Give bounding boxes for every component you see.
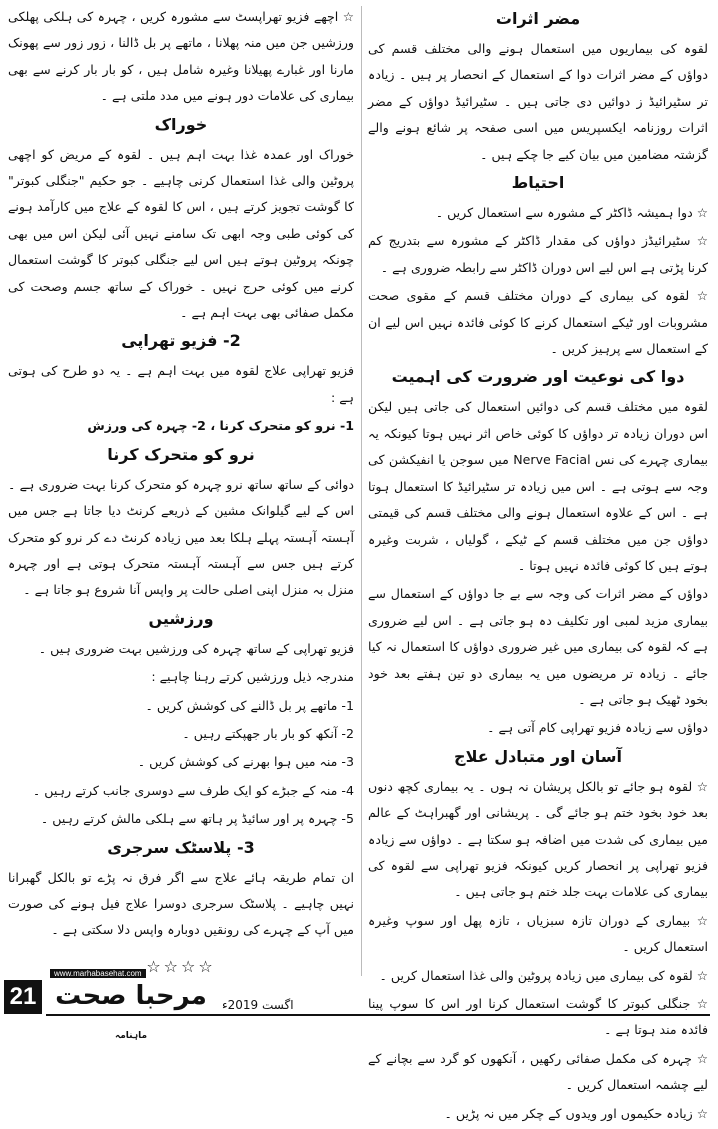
intro-item: ☆ اچھے فزیو تھراپسٹ سے مشورہ کریں ، چہرہ کی ہلکی پھلکی ورزشیں جن میں منہ پھلانا ، ماتھے پر بل ڈالنا ، زور زور سے پھونک مارنا اور غبارے پھیلانا وغیرہ شامل ہیں ، کو بار بار کرنے سے بھی بیماری کی علامات دور ہونے میں مدد ملتی ہے ۔ xyxy=(8,9,354,104)
exercise-item: 4- منہ کے جبڑے کو ایک طرف سے دوسری جانب کرتے رہیں ۔ xyxy=(32,782,354,798)
diet-heading: خوراک xyxy=(154,114,208,134)
remedy-item: ☆ زیادہ حکیموں اور ویدوں کے چکر میں نہ پڑیں ۔ xyxy=(444,1105,708,1121)
plastic-surgery-text: ان تمام طریقہ ہائے علاج سے اگر فرق نہ پڑے تو بالکل گھبرانا نہیں چاہیے ۔ پلاسٹک سرجری دوسرا علاج فیل ہونے کی صورت میں آپ کے چہرے کی رونقیں دوبارہ واپس دلا سکتی ہے ۔ xyxy=(8,869,354,938)
end-stars: ☆☆☆☆ xyxy=(146,956,216,976)
diet-text: خوراک اور عمدہ غذا بہت اہم ہیں ۔ لقوہ کے مریض کو اچھی پروٹین والی غذا استعمال کرنی چاہیے ۔ جو حکیم "جنگلی کبوتر" کا گوشت تجویز کرتے ہیں ، اس کا لقوہ کے علاج میں کارآمد ہونے کی کوئی طبی وجہ ابھی تک سامنے نہیں آئی لیکن اس میں بھی چونکہ پروٹین ہوتے ہیں اس لیے جنگلی کبوتر کا گوشت استعمال کرنے میں کوئی حرج نہیں ۔ خوراک کے ساتھ جسم وصحت کی مکمل صفائی بھی بہت اہم ہے ۔ xyxy=(8,146,354,321)
precaution-item: ☆ لقوہ کی بیماری کے دوران مختلف قسم کے مقوی صحت مشروبات اور ٹیکے استعمال کرنے کا کوئی فائدہ نہیں اس لیے ان کے استعمال سے پرہیز کریں ۔ xyxy=(368,288,708,357)
remedy-item: ☆ بیماری کے دوران تازہ سبزیاں ، تازہ پھل اور سوپ وغیرہ استعمال کریں ۔ xyxy=(368,912,708,955)
exercise-item: 1- ماتھے پر بل ڈالنے کی کوشش کریں ۔ xyxy=(145,697,354,713)
remedy-item: ☆ چہرہ کی مکمل صفائی رکھیں ، آنکھوں کو گرد سے بچانے کے لیے چشمہ استعمال کریں ۔ xyxy=(368,1050,708,1093)
exercises-text: مندرجہ ذیل ورزشیں کرتے رہنا چاہیے : xyxy=(151,669,354,685)
physio-text: فزیو تھراپی علاج لقوہ میں بہت اہم ہے ۔ یہ دو طرح کی ہوتی ہے : xyxy=(8,363,354,405)
magazine-name: مرحبا صحت xyxy=(55,981,207,1011)
exercise-item: 3- منہ میں ہوا بھرنے کی کوشش کریں ۔ xyxy=(137,754,354,770)
side-effects-heading: مضر اثرات xyxy=(495,9,581,28)
left-column xyxy=(8,4,354,980)
column-divider xyxy=(361,6,362,976)
magazine-tag: ماہنامہ xyxy=(114,1031,148,1041)
physio-types: 1- نرو کو متحرک کرنا ، 2- چہرہ کی ورزش xyxy=(87,418,354,434)
exercises-text: فزیو تھراپی کے ساتھ چہرہ کی ورزشیں بہت ضروری ہیں ۔ xyxy=(38,640,354,656)
remedy-item: ☆ لقوہ کی بیماری میں زیادہ پروٹین والی غذا استعمال کریں ۔ xyxy=(379,967,708,983)
precautions-heading: احتیاط xyxy=(511,173,565,193)
right-column xyxy=(368,4,708,1129)
precaution-item: ☆ دوا ہمیشہ ڈاکٹر کے مشورہ سے استعمال کریں ۔ xyxy=(435,205,708,221)
medicine-nature-text: دواؤں کے مضر اثرات کی وجہ سے بے جا دواؤں کے استعمال سے بیماری مزید لمبی اور تکلیف دہ ہو جاتی ہے ۔ اس لیے ضروری ہے کہ لقوہ کی بیماری میں غیر ضروری دواؤں کا استعمال نہ کیا جائے ۔ زیادہ تر مریضوں میں یہ بیماری دو تین ہفتے بعد خود بخود ٹھیک ہو جاتی ہے ۔ xyxy=(368,586,708,707)
medicine-nature-text: لقوہ میں مختلف قسم کی دوائیں استعمال کی جاتی ہیں لیکن اس دوران زیادہ تر دواؤں کا کوئی خاص اثر نہیں ہوتا کیونکہ یہ بیماری چہرے کی نس Nerve Facial میں سوجن یا انفیکشن کی وجہ سے ہوتی ہے ۔ اس میں زیادہ تر سٹیرائیڈ کا استعمال ہوتا ہے ۔ اس کے علاوہ استعمال ہونے والی مختلف قسم کی قیمتی دواؤں جن میں مختلف قسم کے ٹیکے ، گولیاں ، شربت وغیرہ ہوتے ہیں کا کوئی فائدہ نہیں ہوتا ۔ xyxy=(368,399,708,573)
physio-heading: 2- فزیو تھراپی xyxy=(121,331,241,351)
footer-rule xyxy=(46,1014,710,1016)
plastic-surgery-heading: 3- پلاسٹک سرجری xyxy=(107,837,255,857)
magazine-url: www.marhabasehat.com xyxy=(50,969,146,978)
exercises-heading: ورزشیں xyxy=(148,608,214,628)
precaution-item: ☆ سٹیرائیڈز دواؤں کی مقدار ڈاکٹر کے مشورہ سے بتدریج کم کرنا پڑتی ہے اس لیے اس دوران ڈاکٹر سے رابطہ ضروری ہے ۔ xyxy=(368,233,708,275)
exercise-item: 5- چہرہ پر اور سائیڈ پر ہاتھ سے ہلکی مالش کرتے رہیں ۔ xyxy=(40,811,354,827)
medicine-nature-heading: دوا کی نوعیت اور ضرورت کی اہمیت xyxy=(391,367,685,387)
nerve-stimulation-heading: نرو کو متحرک کرنا xyxy=(107,444,255,464)
page-footer xyxy=(0,969,718,1041)
easy-remedies-heading: آسان اور متبادل علاج xyxy=(454,746,622,766)
remedy-item: ☆ جنگلی کبوتر کا گوشت استعمال کرنا اور اس کا سوپ پینا فائدہ مند ہوتا ہے ۔ xyxy=(368,996,708,1038)
page-number: 21 xyxy=(4,980,42,1014)
issue-date: اگست 2019ء xyxy=(222,998,294,1012)
magazine-logo xyxy=(46,976,216,1041)
remedy-item: ☆ لقوہ ہو جائے تو بالکل پریشان نہ ہوں ۔ یہ بیماری کچھ دنوں بعد خود بخود ختم ہو جائے گی ۔ پریشانی اور گھبراہٹ کے عالم میں بیماری کی شدت میں اضافہ ہو سکتا ہے ۔ دواؤں سے زیادہ فزیو تھراپی پر انحصار کریں کیونکہ فزیو تھراپی سے لقوہ کی بیماری کی علامات بہت جلد ختم ہو جاتی ہیں ۔ xyxy=(368,778,708,900)
side-effects-text: لقوہ کی بیماریوں میں استعمال ہونے والی مختلف قسم کی دواؤں کے مضر اثرات دوا کے استعمال کے انحصار پر ہیں ۔ زیادہ تر سٹیرائیڈ ز دوائیں دی جاتی ہیں ۔ سٹیرائیڈ دواؤں کے مضر اثرات روزنامہ ایکسپریس میں اسی صفحہ پر شائع ہونے والے گزشتہ مضامین میں بیان کیے جا چکے ہیں ۔ xyxy=(368,41,708,162)
nerve-stimulation-text: دوائی کے ساتھ ساتھ نرو چہرہ کو متحرک کرنا بہت ضروری ہے ۔ اس کے لیے گیلوانک مشین کے ذریعے کرنٹ دیا جاتا ہے جس میں آہستہ آہستہ پہلے ہلکا بعد میں زیادہ کرنٹ دے کر نرو کو متحرک کرتے ہیں جس سے آہستہ آہستہ متحرک ہوتی ہے اور چہرہ منزل بہ منزل اپنی اصلی حالت پر واپس آنا شروع ہو جاتا ہے ۔ xyxy=(8,476,354,598)
medicine-nature-text: دواؤں سے زیادہ فزیو تھراپی کام آتی ہے ۔ xyxy=(487,720,708,736)
exercise-item: 2- آنکھ کو بار بار جھپکتے رہیں ۔ xyxy=(182,725,354,741)
